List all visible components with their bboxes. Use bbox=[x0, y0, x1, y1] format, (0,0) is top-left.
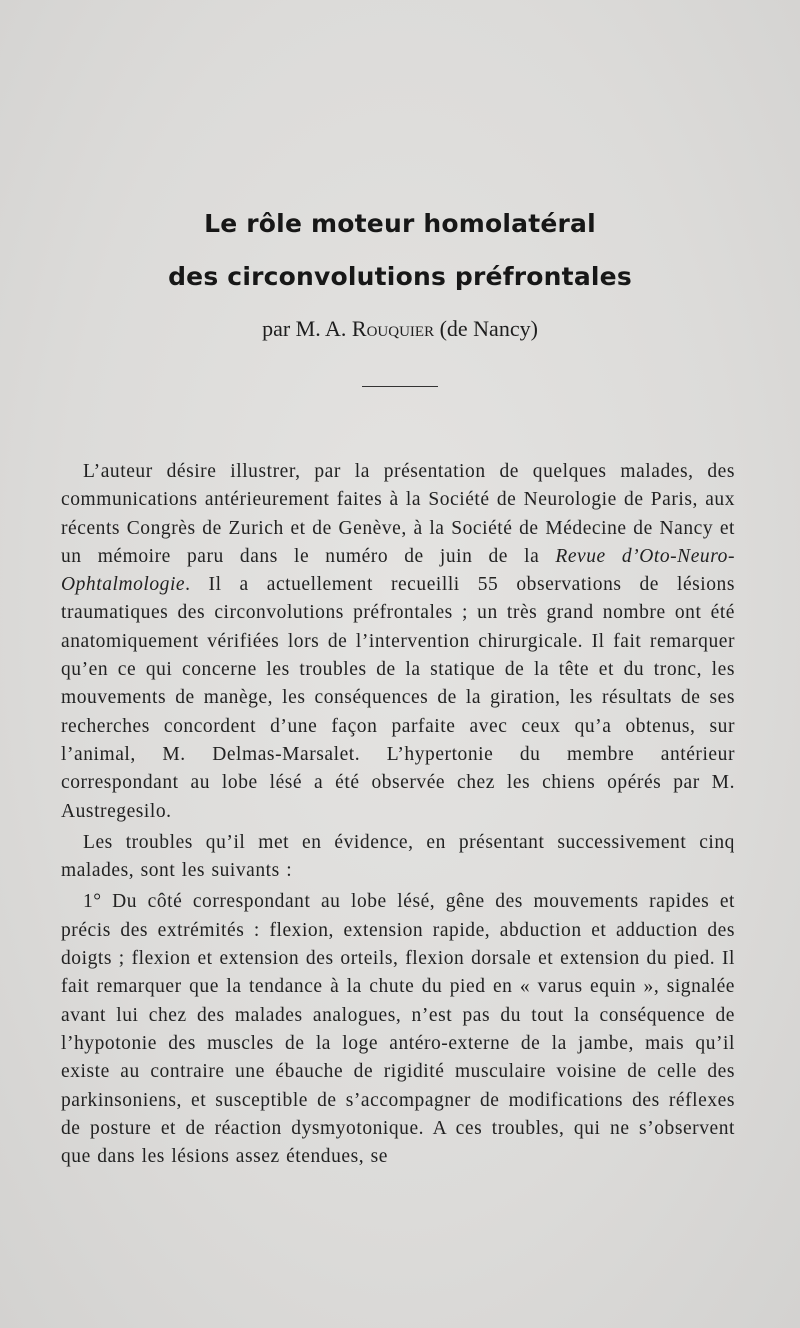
journal-title: Revue d’Oto-Neuro-Ophtalmologie bbox=[61, 545, 735, 596]
paragraph-1 bbox=[61, 458, 735, 826]
byline-author: Rouquier bbox=[351, 316, 435, 341]
article-title-line-2: des circonvolutions préfrontales bbox=[168, 262, 632, 291]
paragraph-1-text-a: L’auteur désire illustrer, par la présentation de quelques malades, des communications antérieurement faites à la Société de Neurologie de Paris, aux récents Congrès de Zurich et de Genève, à la Société de Médecine de Nancy et un mémoire paru dans le numéro de juin de la bbox=[61, 461, 735, 567]
article-body bbox=[61, 458, 735, 1171]
byline-prefix: par M. A. bbox=[262, 316, 352, 341]
separator-rule bbox=[362, 386, 438, 387]
paragraph-3: 1° Du côté correspondant au lobe lésé, gêne des mouvements rapides et précis des extrémités : flexion, extension rapide, abduction et adduction des doigts ; flexion et extension des orteils, flexion dorsale et extension du pied. Il fait remarquer que la tendance à la chute du pied en « varus equin », signalée avant lui chez des malades analogues, n’est pas du tout la conséquence de l’hypotonie des muscles de la loge antéro-externe de la jambe, mais qu’il existe au contraire une ébauche de rigidité musculaire voisine de celle des parkinsoniens, et susceptible de s’accompagner de modifications des réflexes de posture et de réaction dysmyotonique. A ces troubles, qui ne s’observent que dans les lésions assez étendues, se bbox=[61, 891, 735, 1168]
paragraph-2: Les troubles qu’il met en évidence, en présentant successivement cinq malades, sont les suivants : bbox=[61, 831, 735, 882]
byline bbox=[0, 316, 800, 342]
article-title-line-1: Le rôle moteur homolatéral bbox=[204, 209, 596, 238]
paragraph-1-text-b: . Il a actuellement recueilli 55 observations de lésions traumatiques des circonvolutions préfrontales ; un très grand nombre ont été anatomiquement vérifiées lors de l’intervention chirurgicale. Il fait remarquer qu’en ce qui concerne les troubles de la statique de la tête et du tronc, les mouvements de manège, les conséquences de la giration, les résultats de ses recherches concordent d’une façon parfaite avec ceux qu’a obtenus, sur l’animal, M. Delmas-Marsalet. L’hypertonie du membre antérieur correspondant au lobe lésé a été observée chez les chiens opérés par M. Austregesilo. bbox=[61, 574, 735, 822]
byline-suffix: (de Nancy) bbox=[434, 316, 538, 341]
